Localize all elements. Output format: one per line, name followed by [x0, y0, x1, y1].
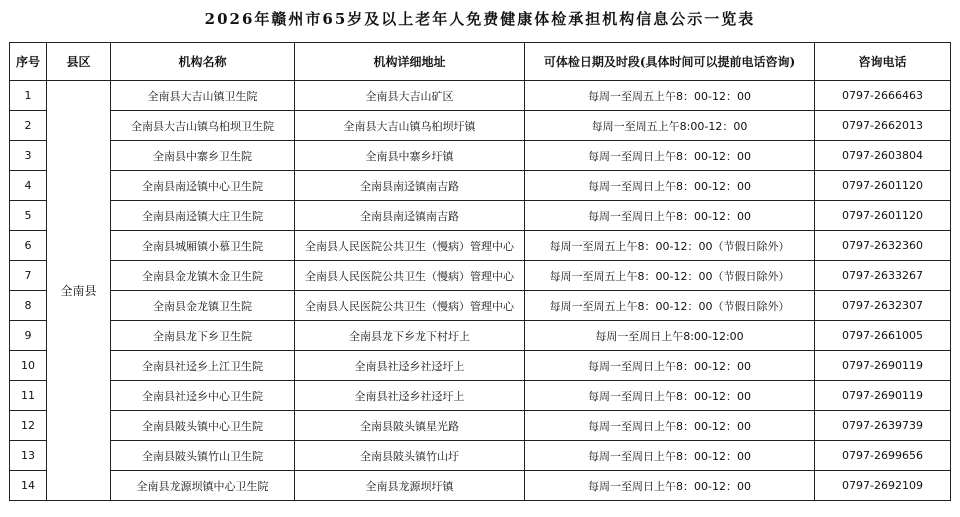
contact-phone: 0797-2633267 — [815, 261, 951, 291]
header-address: 机构详细地址 — [295, 43, 525, 81]
table-header-row — [10, 43, 951, 81]
institution-address: 全南县社迳乡社迳圩上 — [295, 351, 525, 381]
row-serial: 5 — [10, 201, 47, 231]
table-row — [10, 81, 951, 111]
institution-name: 全南县金龙镇木金卫生院 — [111, 261, 295, 291]
table-row — [10, 201, 951, 231]
contact-phone: 0797-2666463 — [815, 81, 951, 111]
exam-schedule: 每周一至周日上午8：00-12：00 — [525, 351, 815, 381]
contact-phone: 0797-2692109 — [815, 471, 951, 501]
table-row — [10, 291, 951, 321]
table-row — [10, 321, 951, 351]
header-schedule: 可体检日期及时段(具体时间可以提前电话咨询) — [525, 43, 815, 81]
table-row — [10, 471, 951, 501]
institution-name: 全南县中寨乡卫生院 — [111, 141, 295, 171]
row-serial: 7 — [10, 261, 47, 291]
row-serial: 2 — [10, 111, 47, 141]
contact-phone: 0797-2662013 — [815, 111, 951, 141]
institution-name: 全南县社迳乡上江卫生院 — [111, 351, 295, 381]
institution-address: 全南县人民医院公共卫生（慢病）管理中心 — [295, 291, 525, 321]
institution-name: 全南县大吉山镇乌桕坝卫生院 — [111, 111, 295, 141]
row-serial: 11 — [10, 381, 47, 411]
contact-phone: 0797-2639739 — [815, 411, 951, 441]
institution-address: 全南县南迳镇南吉路 — [295, 201, 525, 231]
institution-name: 全南县南迳镇中心卫生院 — [111, 171, 295, 201]
exam-schedule: 每周一至周五上午8:00-12：00 — [525, 111, 815, 141]
table-row — [10, 351, 951, 381]
exam-schedule: 每周一至周日上午8:00-12:00 — [525, 321, 815, 351]
county-cell: 全南县 — [47, 81, 111, 501]
table-row — [10, 231, 951, 261]
row-serial: 6 — [10, 231, 47, 261]
institution-name: 全南县社迳乡中心卫生院 — [111, 381, 295, 411]
row-serial: 10 — [10, 351, 47, 381]
exam-schedule: 每周一至周日上午8：00-12：00 — [525, 411, 815, 441]
exam-schedule: 每周一至周日上午8：00-12：00 — [525, 141, 815, 171]
table-row — [10, 141, 951, 171]
institution-address: 全南县人民医院公共卫生（慢病）管理中心 — [295, 261, 525, 291]
table-row — [10, 381, 951, 411]
contact-phone: 0797-2601120 — [815, 201, 951, 231]
institution-address: 全南县陂头镇星光路 — [295, 411, 525, 441]
header-serial: 序号 — [10, 43, 47, 81]
institution-address: 全南县陂头镇竹山圩 — [295, 441, 525, 471]
institution-address: 全南县大吉山矿区 — [295, 81, 525, 111]
contact-phone: 0797-2690119 — [815, 351, 951, 381]
institution-name: 全南县陂头镇竹山卫生院 — [111, 441, 295, 471]
table-row — [10, 441, 951, 471]
institution-name: 全南县城厢镇小慕卫生院 — [111, 231, 295, 261]
header-county: 县区 — [47, 43, 111, 81]
institution-address: 全南县龙源坝圩镇 — [295, 471, 525, 501]
institution-address: 全南县大吉山镇乌桕坝圩镇 — [295, 111, 525, 141]
institution-name: 全南县龙源坝镇中心卫生院 — [111, 471, 295, 501]
contact-phone: 0797-2661005 — [815, 321, 951, 351]
row-serial: 14 — [10, 471, 47, 501]
row-serial: 9 — [10, 321, 47, 351]
row-serial: 12 — [10, 411, 47, 441]
institution-name: 全南县陂头镇中心卫生院 — [111, 411, 295, 441]
table-row — [10, 111, 951, 141]
table-row — [10, 261, 951, 291]
institution-table — [9, 42, 951, 501]
header-institution-name: 机构名称 — [111, 43, 295, 81]
row-serial: 4 — [10, 171, 47, 201]
contact-phone: 0797-2632360 — [815, 231, 951, 261]
document-title: 2026年赣州市65岁及以上老年人免费健康体检承担机构信息公示一览表 — [204, 10, 756, 28]
table-row — [10, 171, 951, 201]
institution-address: 全南县人民医院公共卫生（慢病）管理中心 — [295, 231, 525, 261]
table-body — [10, 81, 951, 501]
institution-address: 全南县南迳镇南吉路 — [295, 171, 525, 201]
exam-schedule: 每周一至周日上午8：00-12：00 — [525, 471, 815, 501]
table-row — [10, 411, 951, 441]
exam-schedule: 每周一至周日上午8：00-12：00 — [525, 441, 815, 471]
institution-name: 全南县龙下乡卫生院 — [111, 321, 295, 351]
exam-schedule: 每周一至周日上午8：00-12：00 — [525, 201, 815, 231]
institution-address: 全南县社迳乡社迳圩上 — [295, 381, 525, 411]
row-serial: 13 — [10, 441, 47, 471]
row-serial: 1 — [10, 81, 47, 111]
exam-schedule: 每周一至周五上午8：00-12：00（节假日除外） — [525, 261, 815, 291]
institution-address: 全南县龙下乡龙下村圩上 — [295, 321, 525, 351]
contact-phone: 0797-2632307 — [815, 291, 951, 321]
header-phone: 咨询电话 — [815, 43, 951, 81]
exam-schedule: 每周一至周日上午8：00-12：00 — [525, 171, 815, 201]
institution-name: 全南县大吉山镇卫生院 — [111, 81, 295, 111]
row-serial: 3 — [10, 141, 47, 171]
exam-schedule: 每周一至周五上午8：00-12：00（节假日除外） — [525, 291, 815, 321]
contact-phone: 0797-2603804 — [815, 141, 951, 171]
institution-name: 全南县南迳镇大庄卫生院 — [111, 201, 295, 231]
exam-schedule: 每周一至周日上午8：00-12：00 — [525, 381, 815, 411]
contact-phone: 0797-2601120 — [815, 171, 951, 201]
exam-schedule: 每周一至周五上午8：00-12：00 — [525, 81, 815, 111]
contact-phone: 0797-2690119 — [815, 381, 951, 411]
institution-address: 全南县中寨乡圩镇 — [295, 141, 525, 171]
exam-schedule: 每周一至周五上午8：00-12：00（节假日除外） — [525, 231, 815, 261]
institution-name: 全南县金龙镇卫生院 — [111, 291, 295, 321]
row-serial: 8 — [10, 291, 47, 321]
contact-phone: 0797-2699656 — [815, 441, 951, 471]
